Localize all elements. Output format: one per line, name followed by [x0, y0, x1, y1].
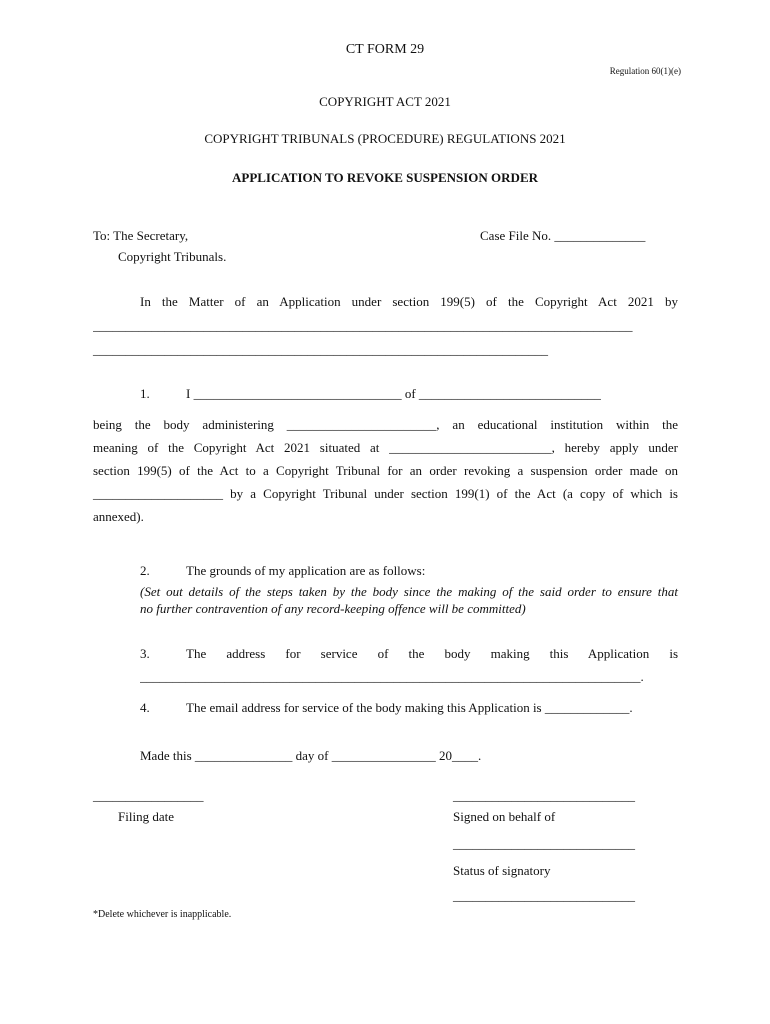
regulation-reference: Regulation 60(1)(e)	[609, 66, 681, 76]
matter-line-3: ______________________________________________________________________	[93, 342, 548, 357]
regulations-title: COPYRIGHT TRIBUNALS (PROCEDURE) REGULATIONS 2021	[204, 131, 566, 146]
para-2-number: 2.	[140, 563, 150, 578]
filing-date-label: Filing date	[118, 809, 174, 824]
para-3-number: 3.	[140, 646, 150, 661]
para-3-text: The address for service of the body making this Application is	[186, 646, 678, 661]
para-1-number: 1.	[140, 386, 150, 401]
addressee-line-2: Copyright Tribunals.	[118, 249, 227, 264]
status-of-signatory-label: Status of signatory	[453, 863, 551, 878]
signed-on-behalf-label: Signed on behalf of	[453, 809, 556, 824]
para-3-blank: _____________________________________________________________________________.	[140, 669, 644, 684]
para-1-line-3: section 199(5) of the Act to a Copyright Tribunal for an order revoking a suspension order made on	[93, 463, 678, 478]
signed-on-behalf-line: ____________________________	[453, 836, 635, 851]
para-4-text: The email address for service of the body making this Application is _____________.	[186, 700, 633, 715]
para-1-line-1: being the body administering _______________________, an educational institution within the	[93, 417, 678, 432]
para-2-note-1: (Set out details of the steps taken by the body since the making of the said order to ensure that	[140, 584, 678, 599]
para-2-text: The grounds of my application are as follows:	[186, 563, 426, 578]
para-1-line-2: meaning of the Copyright Act 2021 situated at _________________________, hereby apply under	[93, 440, 678, 455]
case-file-number: Case File No. ______________	[480, 228, 646, 243]
addressee-line-1: To: The Secretary,	[93, 228, 189, 243]
para-1-applicant: I ________________________________ of ____________________________	[186, 386, 601, 401]
form-number: CT FORM 29	[345, 42, 425, 57]
status-of-signatory-line: ____________________________	[453, 888, 635, 903]
footnote: *Delete whichever is inapplicable.	[93, 909, 232, 920]
para-2-note-2: no further contravention of any record-keeping offence will be committed)	[140, 601, 526, 616]
signature-line: ____________________________	[453, 788, 635, 803]
para-4-number: 4.	[140, 700, 150, 715]
made-this-line: Made this _______________ day of ________________ 20____.	[140, 748, 482, 763]
para-1-line-5: annexed).	[93, 509, 144, 524]
form-heading: APPLICATION TO REVOKE SUSPENSION ORDER	[231, 170, 539, 185]
matter-line-1: In the Matter of an Application under section 199(5) of the Copyright Act 2021 by	[140, 294, 678, 309]
para-1-line-4: ____________________ by a Copyright Tribunal under section 199(1) of the Act (a copy of which is	[93, 486, 678, 501]
filing-date-line: _________________	[93, 788, 204, 803]
matter-line-2: ___________________________________________________________________________________	[93, 318, 633, 333]
act-title: COPYRIGHT ACT 2021	[319, 94, 451, 109]
